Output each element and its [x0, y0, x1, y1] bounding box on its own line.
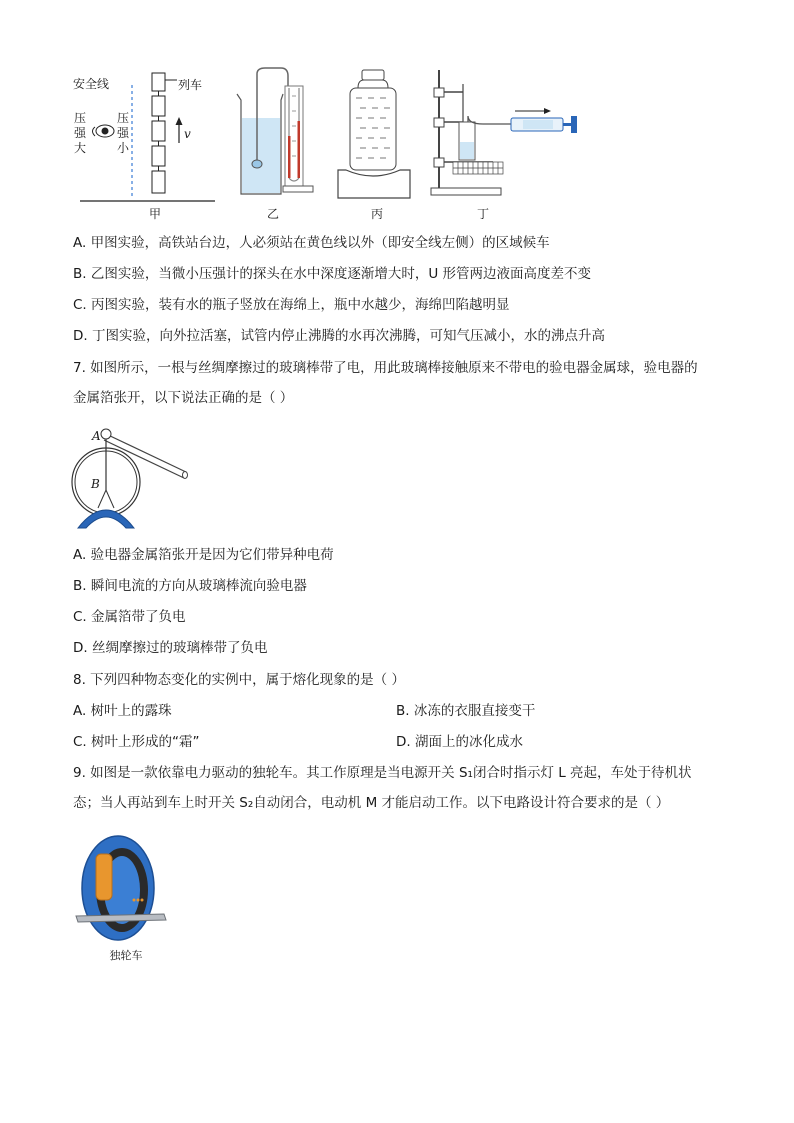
- q7-option-a: A. 验电器金属箔张开是因为它们带异种电荷: [73, 547, 334, 563]
- q7-stem-line1: 7. 如图所示，一根与丝绸摩擦过的玻璃棒带了电，用此玻璃棒接触原来不带电的验电器金属球，验电器的: [73, 360, 698, 376]
- q6-option-b: B. 乙图实验，当微小压强计的探头在水中深度逐渐增大时，U 形管两边液面高度差不变: [73, 266, 592, 282]
- caption-jia: 甲: [148, 207, 161, 221]
- q6-option-c: C. 丙图实验，装有水的瓶子竖放在海绵上，瓶中水越少，海绵凹陷越明显: [73, 297, 510, 313]
- train-platform-drawing: [75, 65, 225, 205]
- label-pressure-small-2: 强: [117, 126, 130, 140]
- label-train: 列车: [178, 78, 203, 92]
- q7-option-b: B. 瞬间电流的方向从玻璃棒流向验电器: [73, 578, 307, 594]
- q8-option-d: D. 湖面上的冰化成水: [396, 734, 523, 750]
- unicycle-caption: 独轮车: [109, 949, 143, 962]
- q8-stem: 8. 下列四种物态变化的实例中，属于熔化现象的是（ ）: [73, 672, 405, 688]
- bottle-sponge-drawing: [336, 66, 416, 206]
- caption-bing: 丙: [370, 207, 383, 221]
- q9-stem-line2: 态；当人再站到车上时开关 S₂自动闭合，电动机 M 才能启动工作。以下电路设计符合要求的是（ ）: [73, 795, 670, 811]
- label-point-b: B: [91, 477, 100, 491]
- unicycle-image: [72, 828, 172, 943]
- q9-stem-line1: 9. 如图是一款依靠电力驱动的独轮车。其工作原理是当电源开关 S₁闭合时指示灯 L 亮起，车处于待机状: [73, 765, 692, 781]
- q8-option-b: B. 冰冻的衣服直接变干: [396, 703, 536, 719]
- caption-yi: 乙: [266, 207, 279, 221]
- label-safety-line: 安全线: [73, 77, 110, 91]
- label-pressure-small-3: 小: [117, 141, 130, 155]
- label-pressure-big-3: 大: [74, 141, 87, 155]
- syringe-boiling-drawing: [423, 66, 583, 206]
- q8-option-c: C. 树叶上形成的“霜”: [73, 734, 200, 750]
- pressure-gauge-drawing: [233, 66, 313, 206]
- label-point-a: A: [92, 429, 101, 443]
- q7-stem-line2: 金属箔张开，以下说法正确的是（ ）: [73, 390, 294, 406]
- label-velocity: v: [184, 127, 191, 141]
- q6-option-d: D. 丁图实验，向外拉活塞，试管内停止沸腾的水再次沸腾，可知气压减小，水的沸点升高: [73, 328, 605, 344]
- q7-option-c: C. 金属箔带了负电: [73, 609, 186, 625]
- electroscope-drawing: [68, 420, 198, 535]
- label-pressure-small-1: 压: [117, 111, 130, 125]
- q7-option-d: D. 丝绸摩擦过的玻璃棒带了负电: [73, 640, 268, 656]
- q6-option-a: A. 甲图实验，高铁站台边，人必须站在黄色线以外（即安全线左侧）的区域候车: [73, 235, 550, 251]
- caption-ding: 丁: [476, 207, 489, 221]
- label-pressure-big-1: 压: [74, 111, 87, 125]
- q8-option-a: A. 树叶上的露珠: [73, 703, 172, 719]
- label-pressure-big-2: 强: [74, 126, 87, 140]
